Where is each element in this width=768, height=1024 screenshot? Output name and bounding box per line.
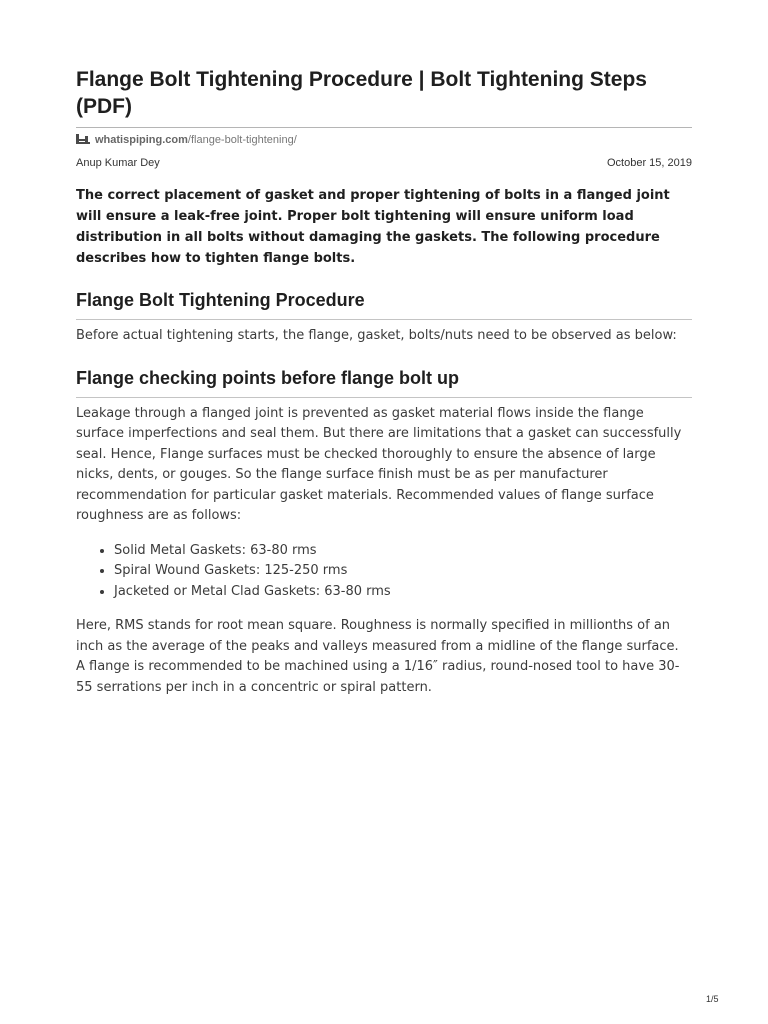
publish-date: October 15, 2019	[606, 157, 692, 169]
site-logo-icon	[76, 132, 90, 147]
source-link[interactable]	[76, 132, 692, 147]
title-divider	[76, 127, 692, 128]
roughness-list	[76, 541, 692, 603]
section-heading-procedure: Flange Bolt Tightening Procedure	[76, 290, 365, 310]
source-path: /flange-bolt-tightening/	[187, 133, 297, 146]
section-heading-checking-points: Flange checking points before flange bolt up	[76, 367, 460, 388]
section-intro-paragraph: Before actual tightening starts, the flange, gasket, bolts/nuts need to be observed as below:	[76, 328, 677, 343]
machining-paragraph: A flange is recommended to be machined using a 1/16″ radius, round-nosed tool to have 30-55 serrations per inch in a concentric or spiral pattern.	[76, 659, 680, 695]
list-item: • Spiral Wound Gaskets: 125-250 rms	[114, 561, 692, 582]
section-divider	[76, 319, 692, 320]
section-divider	[76, 397, 692, 398]
source-domain: whatispiping.com	[95, 133, 188, 146]
page-number: 1/5	[706, 994, 719, 1004]
roughness-paragraph: Leakage through a flanged joint is prevented as gasket material flows inside the flange surface imperfections and seal them. But there are limitations that a gasket can successfully seal. Hence, Flange surfaces must be checked thoroughly to ensure the absence of large nicks, dents, or gouges. So the flange surface finish must be as per manufacturer recommendation for particular gasket materials. Recommended values of flange surface roughness are as follows:	[76, 405, 682, 523]
list-item: • Solid Metal Gaskets: 63-80 rms	[114, 541, 692, 562]
page-title: Flange Bolt Tightening Procedure | Bolt Tightening Steps (PDF)	[76, 68, 647, 118]
byline	[76, 157, 692, 169]
rms-paragraph: Here, RMS stands for root mean square. Roughness is normally specified in millionths of an inch as the average of the peaks and valleys measured from a midline of the flange surface.	[76, 618, 679, 654]
lead-paragraph: The correct placement of gasket and proper tightening of bolts in a flanged joint will ensure a leak-free joint. Proper bolt tightening will ensure uniform load distribution in all bolts without damaging the gaskets. The following procedure describes how to tighten flange bolts.	[76, 188, 670, 266]
article	[76, 66, 692, 698]
author: Anup Kumar Dey	[76, 157, 160, 169]
list-item: • Jacketed or Metal Clad Gaskets: 63-80 rms	[114, 582, 692, 603]
